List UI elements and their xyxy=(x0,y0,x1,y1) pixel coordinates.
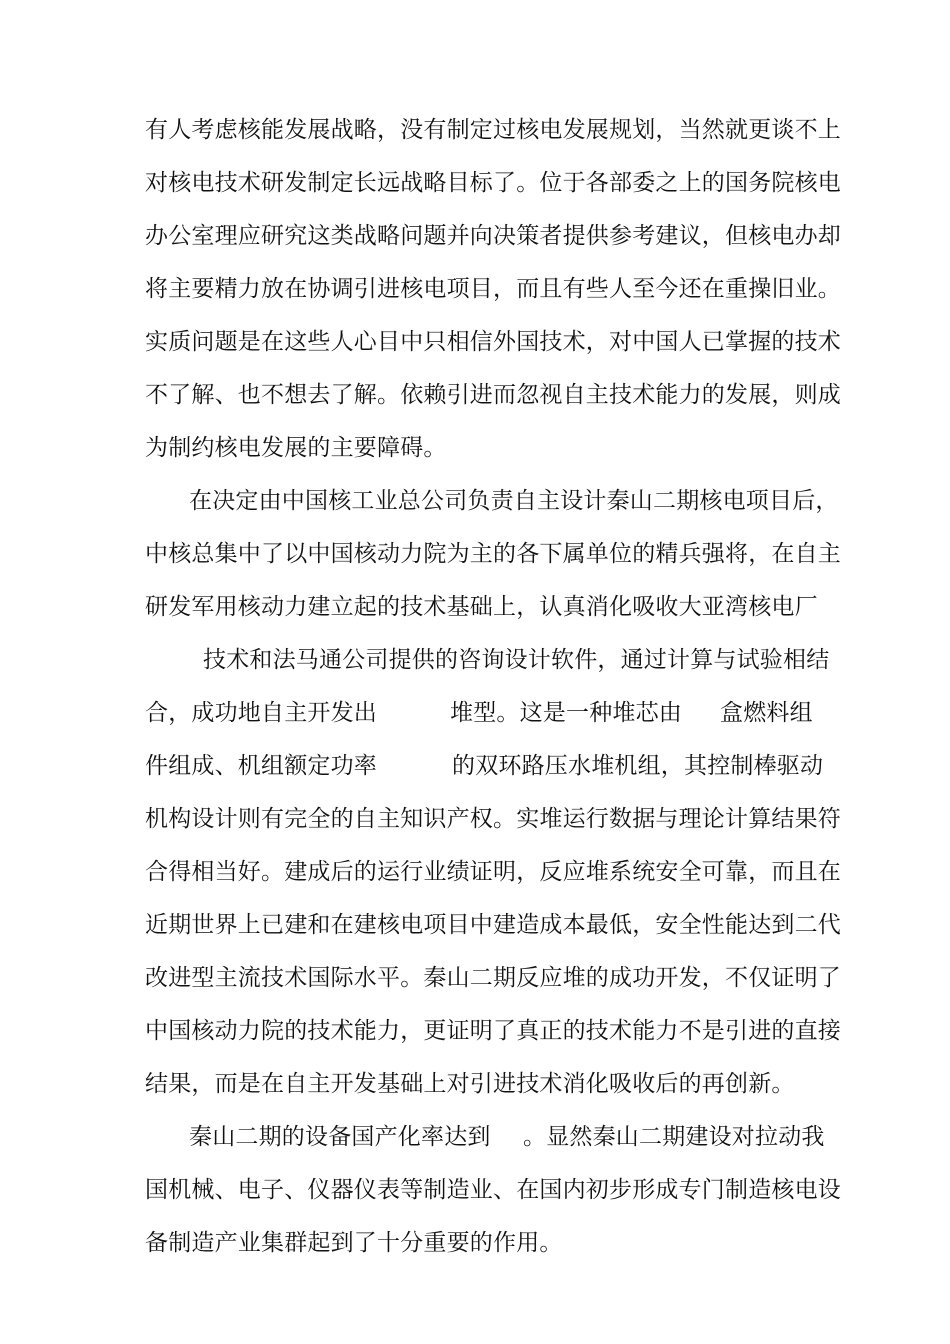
text-line: 改进型主流技术国际水平。秦山二期反应堆的成功开发，不仅证明了 xyxy=(145,965,841,991)
text-line: 国机械、电子、仪器仪表等制造业、在国内初步形成专门制造核电设 xyxy=(145,1177,841,1203)
text-line: 对核电技术研发制定长远战略目标了。位于各部委之上的国务院核电 xyxy=(145,170,841,196)
text-line: 研发军用核动力建立起的技术基础上，认真消化吸收大亚湾核电厂 xyxy=(145,594,818,620)
text-segment: 秦山二期的设备国产化率达到 xyxy=(189,1124,491,1150)
text-line: 为制约核电发展的主要障碍。 xyxy=(145,435,447,461)
text-line: 近期世界上已建和在建核电项目中建造成本最低，安全性能达到二代 xyxy=(145,912,841,938)
text-line: 中核总集中了以中国核动力院为主的各下属单位的精兵强将，在自主 xyxy=(145,541,841,567)
text-line: 办公室理应研究这类战略问题并向决策者提供参考建议，但核电办却 xyxy=(145,223,841,249)
text-line: 在决定由中国核工业总公司负责自主设计秦山二期核电项目后， xyxy=(189,488,839,514)
text-line: 结果，而是在自主开发基础上对引进技术消化吸收后的再创新。 xyxy=(145,1071,795,1097)
text-line: 不了解、也不想去了解。依赖引进而忽视自主技术能力的发展，则成 xyxy=(145,382,841,408)
text-segment: 盒燃料组 xyxy=(720,700,813,726)
text-line-with-gaps xyxy=(145,743,824,789)
text-line: 机构设计则有完全的自主知识产权。实堆运行数据与理论计算结果符 xyxy=(145,806,841,832)
text-line: 将主要精力放在协调引进核电项目，而且有些人至今还在重操旧业。 xyxy=(145,276,841,302)
text-segment: 的双环路压水堆机组，其控制棒驱动 xyxy=(452,753,824,779)
text-line-with-gaps xyxy=(145,690,813,736)
text-line-with-gaps xyxy=(145,1114,825,1160)
text-line: 备制造产业集群起到了十分重要的作用。 xyxy=(145,1230,563,1256)
text-line: 中国核动力院的技术能力，更证明了真正的技术能力不是引进的直接 xyxy=(145,1018,841,1044)
text-line: 实质问题是在这些人心目中只相信外国技术，对中国人已掌握的技术 xyxy=(145,329,841,355)
text-segment: 。显然秦山二期建设对拉动我 xyxy=(523,1124,825,1150)
text-line: 合得相当好。建成后的运行业绩证明，反应堆系统安全可靠，而且在 xyxy=(145,859,841,885)
text-segment: 堆型。这是一种堆芯由 xyxy=(450,700,682,726)
text-segment: 件组成、机组额定功率 xyxy=(145,753,377,779)
text-line: 技术和法马通公司提供的咨询设计软件，通过计算与试验相结 xyxy=(203,647,830,673)
text-segment: 合，成功地自主开发出 xyxy=(145,700,377,726)
text-line: 有人考虑核能发展战略，没有制定过核电发展规划，当然就更谈不上 xyxy=(145,117,841,143)
